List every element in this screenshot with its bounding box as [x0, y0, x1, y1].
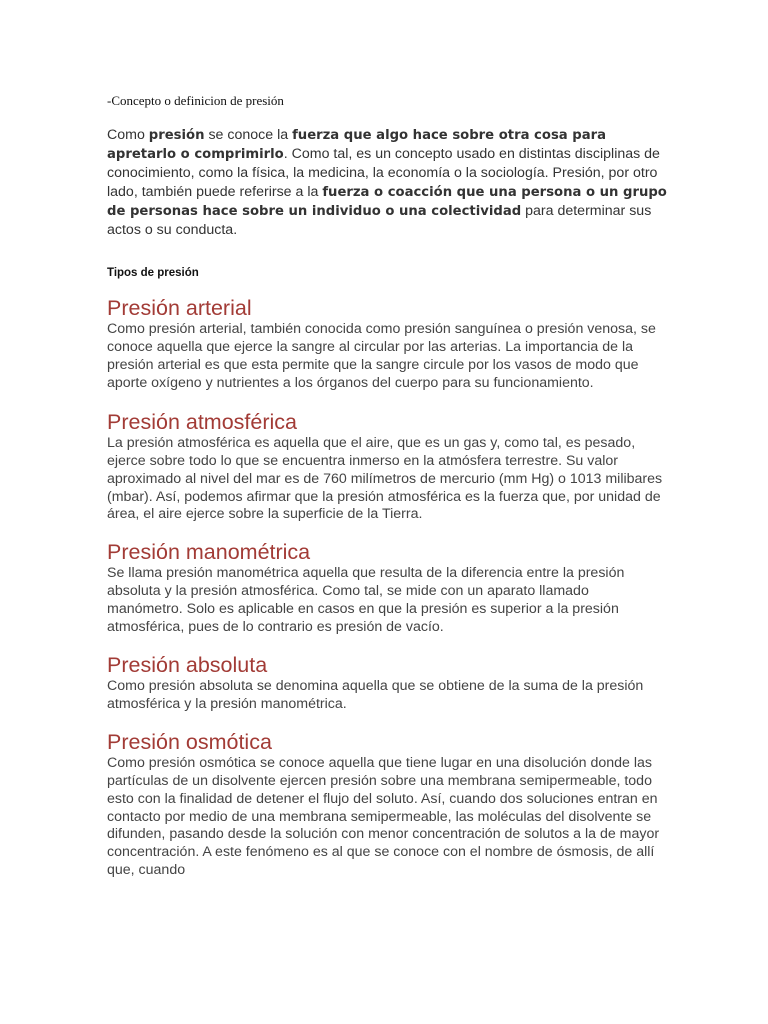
- concept-heading: -Concepto o definicion de presión: [107, 93, 284, 108]
- section-title: Presión osmótica: [107, 729, 272, 754]
- section-body: Se llama presión manométrica aquella que resulta de la diferencia entre la presión absoluta y la presión atmosférica. Como tal, se mide con un aparato llamado manómetro. Solo es aplicable en casos en que la presión es superior a la presión atmosférica, pues de lo contrario es presión de vacío.: [107, 565, 625, 636]
- intro-paragraph: [107, 126, 667, 239]
- intro-text-1: Como: [107, 127, 149, 143]
- section-absoluta: [107, 652, 667, 714]
- section-title: Presión manométrica: [107, 540, 311, 565]
- section-manometrica: [107, 539, 667, 637]
- document-page: [107, 92, 667, 880]
- section-body: Como presión absoluta se denomina aquella que se obtiene de la suma de la presión atmosférica y la presión manométrica.: [107, 678, 644, 712]
- section-body: La presión atmosférica es aquella que el aire, que es un gas y, como tal, es pesado, ejerce sobre todo lo que se encuentra inmerso en la atmósfera terrestre. Su valor aproximado al nivel del mar es de 760 milímetros de mercurio (mm Hg) o 1013 milibares (mbar). Así, podemos afirmar que la presión atmosférica es la fuerza que, por unidad de área, el aire ejerce sobre la superficie de la Tierra.: [107, 434, 663, 523]
- section-atmosferica: [107, 409, 667, 525]
- section-body: Como presión arterial, también conocida como presión sanguínea o presión venosa, se conoce aquella que ejerce la sangre al circular por las arterias. La importancia de la presión arterial es que esta permite que la sangre circule por los vasos de modo que aporte oxígeno y nutrientes a los órganos del cuerpo para su funcionamiento.: [107, 321, 656, 391]
- intro-text-4: para determinar sus actos o su conducta.: [107, 202, 652, 239]
- section-body: Como presión osmótica se conoce aquella que tiene lugar en una disolución donde las partículas de un disolvente ejercen presión sobre una membrana semipermeable, todo esto con la finalidad de detener el flujo del soluto. Así, cuando dos soluciones entran en contacto por medio de una membrana semipermeable, las moléculas del disolvente se difunden, pasando desde la solución con menor concentración de solutos a la de mayor concentración. A este fenómeno es al que se conoce con el nombre de ósmosis, de allí que, cuando: [107, 754, 660, 879]
- intro-text-3: . Como tal, es un concepto usado en distintas disciplinas de conocimiento, como la física, la medicina, la economía o la sociología. Presión, por otro lado, también puede referirse a la: [107, 146, 660, 200]
- section-title: Presión arterial: [107, 296, 252, 321]
- section-title: Presión absoluta: [107, 653, 268, 677]
- intro-bold-3: fuerza o coacción que una persona o un grupo de personas hace sobre un individuo o una colectividad: [107, 184, 667, 219]
- intro-bold-1: presión: [148, 128, 205, 143]
- types-heading: Tipos de presión: [107, 267, 199, 280]
- section-osmotica: [107, 729, 667, 880]
- section-arterial: [107, 295, 667, 393]
- intro-bold-2: fuerza que algo hace sobre otra cosa para apretarlo o comprimirlo: [107, 128, 607, 163]
- section-title: Presión atmosférica: [107, 409, 297, 434]
- intro-text-2: se conoce la: [204, 127, 293, 143]
